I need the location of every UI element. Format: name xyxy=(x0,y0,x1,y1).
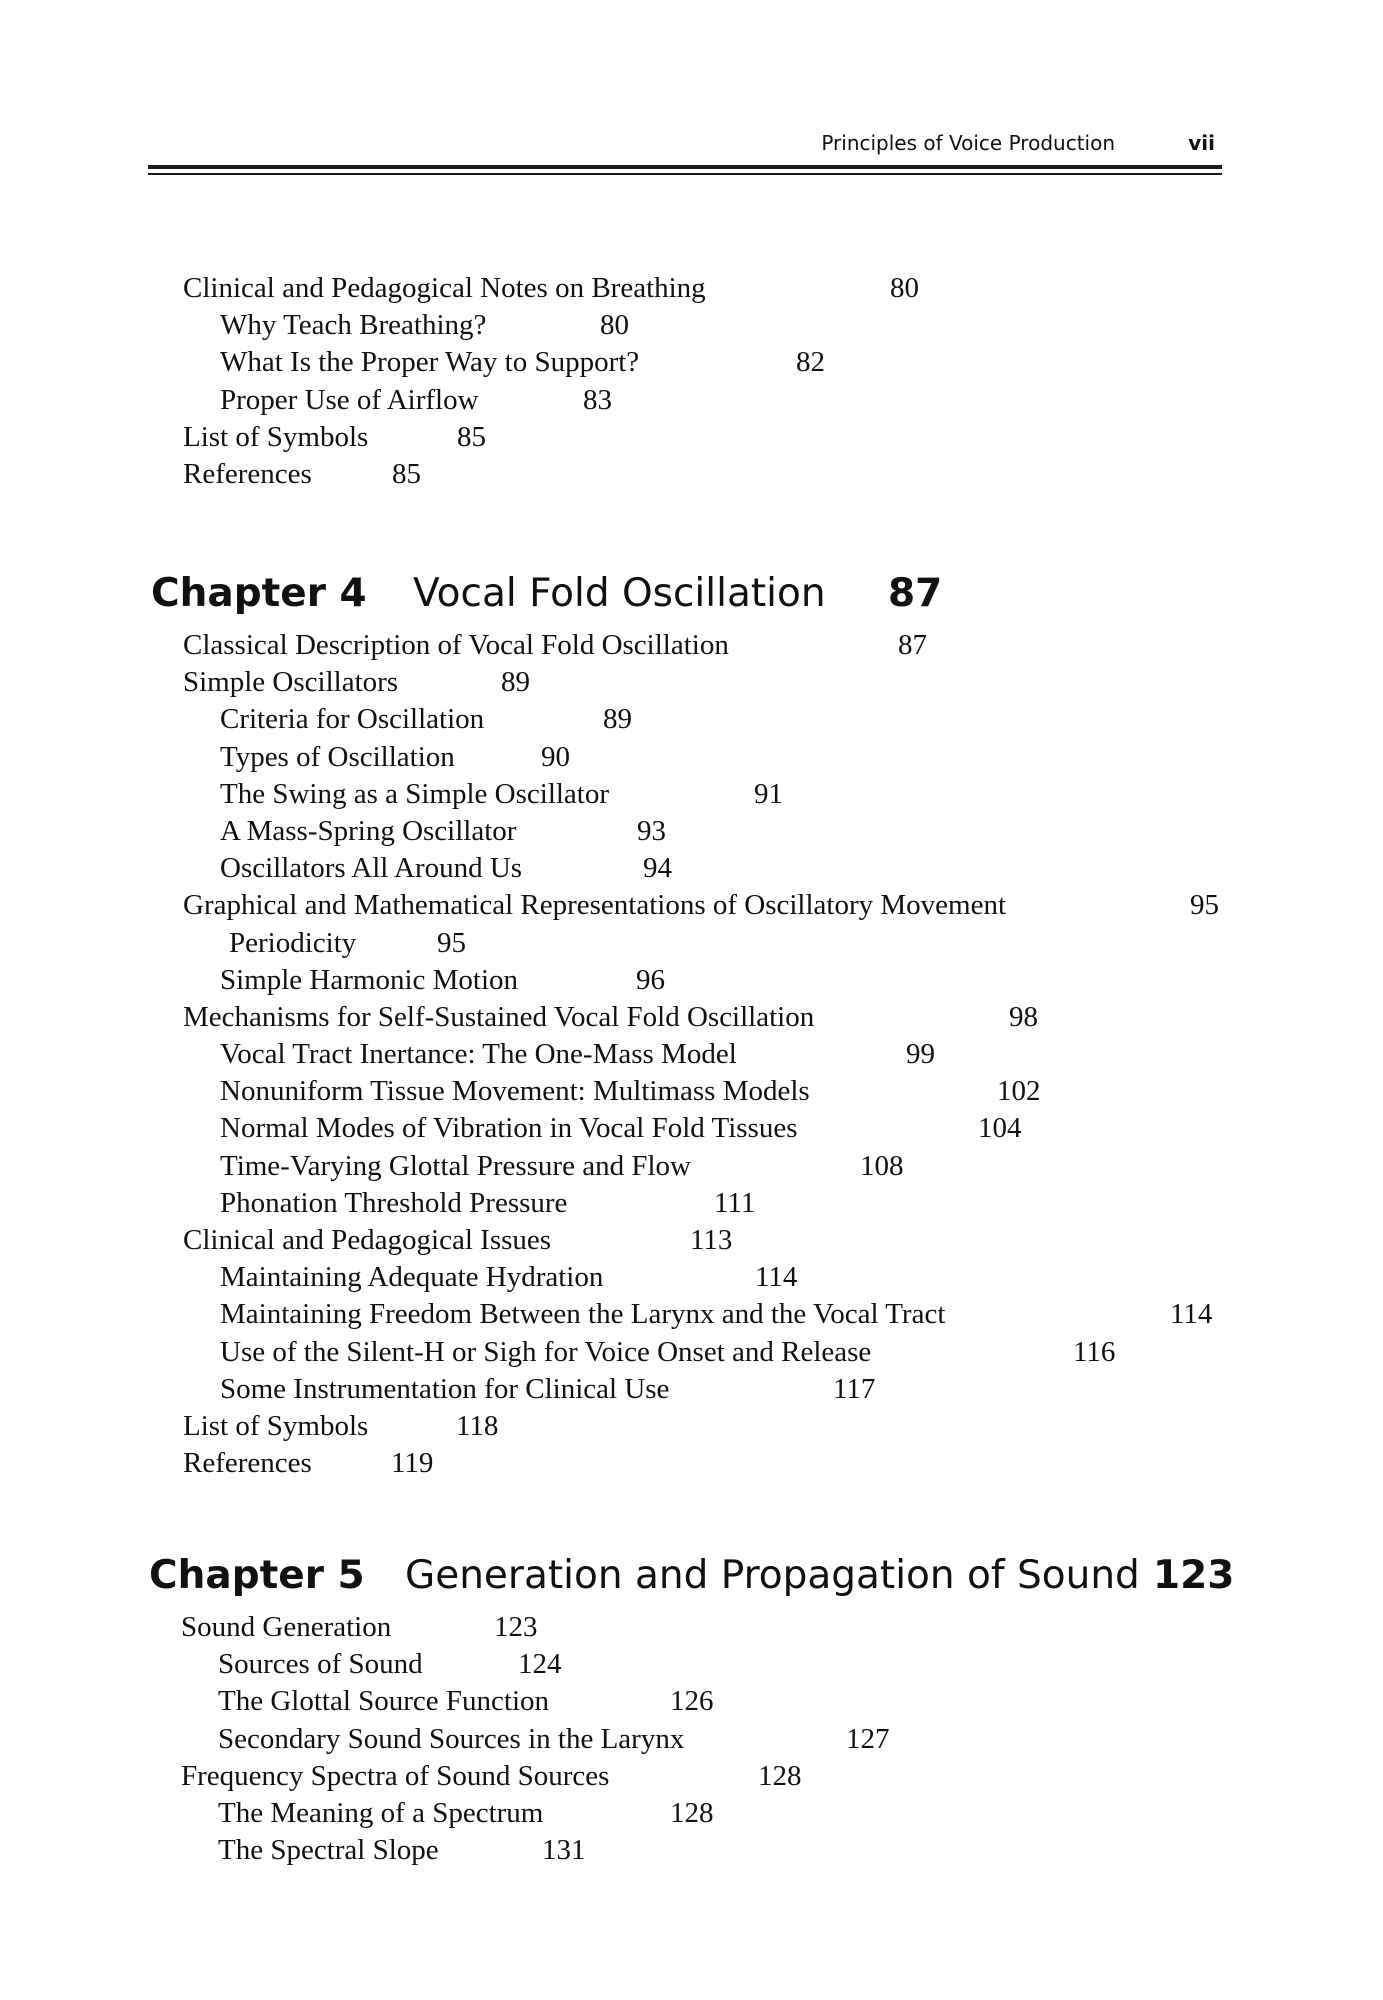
toc-entry xyxy=(0,1073,1383,1110)
toc-entry-page: 119 xyxy=(391,1447,434,1480)
toc-entry-page: 104 xyxy=(978,1112,1022,1145)
toc-entry-page: 91 xyxy=(754,777,783,810)
toc-entry-page: 116 xyxy=(1073,1335,1116,1368)
chapter-page: 87 xyxy=(888,571,943,616)
toc-entry xyxy=(0,1832,1383,1869)
toc-entry xyxy=(0,1371,1383,1408)
toc-entry xyxy=(0,1296,1383,1333)
toc-entry-page: 85 xyxy=(392,457,421,490)
toc-entry-page: 126 xyxy=(670,1685,714,1718)
toc-entry-text: Vocal Tract Inertance: The One-Mass Model xyxy=(220,1038,737,1071)
toc-entry-text: Frequency Spectra of Sound Sources xyxy=(181,1759,610,1792)
toc-entry-page: 89 xyxy=(603,703,632,736)
toc-entry xyxy=(0,776,1383,813)
toc-entry xyxy=(0,419,1383,456)
toc-entry-text: Sources of Sound xyxy=(218,1648,423,1681)
toc-entry-page: 114 xyxy=(755,1261,798,1294)
toc-entry xyxy=(0,739,1383,776)
toc-entry-page: 90 xyxy=(541,740,570,773)
toc-entry-page: 108 xyxy=(860,1149,904,1182)
toc-entry xyxy=(0,1222,1383,1259)
toc-entry-page: 80 xyxy=(600,309,629,342)
header-rule-thin xyxy=(148,173,1222,175)
chapter-label: Chapter 5 xyxy=(149,1553,365,1598)
toc-entry-text: Simple Oscillators xyxy=(183,666,399,699)
toc-entry-text: Types of Oscillation xyxy=(220,740,455,773)
toc-entry-text: Maintaining Adequate Hydration xyxy=(220,1261,604,1294)
toc-entry-page: 117 xyxy=(833,1372,876,1405)
toc-entry-text: Clinical and Pedagogical Notes on Breathing xyxy=(183,272,706,304)
toc-entry-page: 113 xyxy=(690,1224,733,1256)
toc-entry-text: What Is the Proper Way to Support? xyxy=(220,346,640,379)
chapter-page: 123 xyxy=(1153,1553,1235,1598)
toc-entry-page: 131 xyxy=(542,1834,586,1867)
toc-entry-page: 82 xyxy=(796,346,825,379)
toc-entry xyxy=(0,1036,1383,1073)
toc-entry xyxy=(0,1609,1383,1646)
toc-entry-page: 94 xyxy=(643,852,672,885)
toc-entry-text: Graphical and Mathematical Representations of Oscillatory Movement xyxy=(183,889,1007,922)
toc-entry-text: Criteria for Oscillation xyxy=(220,703,485,736)
chapter-heading xyxy=(0,571,1383,627)
toc-entry-text: Maintaining Freedom Between the Larynx and the Vocal Tract xyxy=(220,1298,946,1331)
toc-entry-text: Mechanisms for Self-Sustained Vocal Fold Oscillation xyxy=(183,1000,815,1033)
toc-entry xyxy=(0,962,1383,999)
toc-entry-text: Why Teach Breathing? xyxy=(220,309,487,342)
toc-entry-page: 102 xyxy=(997,1075,1041,1108)
toc-entry-text: Use of the Silent-H or Sigh for Voice Onset and Release xyxy=(220,1335,872,1368)
toc-entry-page: 80 xyxy=(890,272,919,304)
toc-entry xyxy=(0,1683,1383,1720)
toc-entry xyxy=(0,1110,1383,1147)
toc-entry xyxy=(0,701,1383,738)
toc-entry-text: Sound Generation xyxy=(181,1611,392,1643)
toc-entry xyxy=(0,664,1383,701)
toc-entry-page: 118 xyxy=(456,1409,499,1442)
toc-entry-text: Classical Description of Vocal Fold Oscillation xyxy=(183,629,729,661)
toc-entry-text: A Mass-Spring Oscillator xyxy=(220,814,517,847)
toc-entry xyxy=(0,925,1383,962)
toc-entry xyxy=(0,1646,1383,1683)
toc-entry xyxy=(0,1185,1383,1222)
toc-entry xyxy=(0,1259,1383,1296)
toc-entry xyxy=(0,813,1383,850)
toc-entry xyxy=(0,456,1383,493)
toc-entry xyxy=(0,627,1383,664)
toc-entry-page: 123 xyxy=(494,1611,538,1643)
toc-entry-text: Clinical and Pedagogical Issues xyxy=(183,1224,552,1256)
toc-entry-text: Some Instrumentation for Clinical Use xyxy=(220,1372,670,1405)
toc-entry-text: Proper Use of Airflow xyxy=(220,383,479,416)
toc-entry xyxy=(0,1758,1383,1795)
toc-entry xyxy=(0,1445,1383,1482)
chapter-5-section xyxy=(0,1553,1383,1869)
toc-entry-text: References xyxy=(183,457,312,490)
toc-entry-text: Phonation Threshold Pressure xyxy=(220,1186,568,1219)
toc-entry-page: 83 xyxy=(583,383,612,416)
toc-entry-text: References xyxy=(183,1447,312,1480)
toc-entry-text: The Spectral Slope xyxy=(218,1834,439,1867)
toc-entry-page: 114 xyxy=(1170,1298,1213,1331)
toc-entry xyxy=(0,307,1383,344)
toc-entry xyxy=(0,1148,1383,1185)
toc-entry xyxy=(0,850,1383,887)
continued-toc-section xyxy=(0,270,1383,493)
toc-entry-page: 95 xyxy=(1190,889,1219,922)
toc-entry xyxy=(0,1334,1383,1371)
toc-entry-page: 127 xyxy=(846,1722,890,1755)
toc-entry-text: Periodicity xyxy=(229,926,357,959)
toc-entry-page: 87 xyxy=(898,629,927,661)
toc-entry xyxy=(0,382,1383,419)
toc-entry-text: Nonuniform Tissue Movement: Multimass Models xyxy=(220,1075,810,1108)
toc-entry-text: Normal Modes of Vibration in Vocal Fold Tissues xyxy=(220,1112,798,1145)
running-head xyxy=(0,131,1383,161)
running-head-title: Principles of Voice Production xyxy=(821,131,1115,155)
toc-entry xyxy=(0,887,1383,924)
toc-entry-page: 96 xyxy=(636,963,665,996)
toc-entry-page: 111 xyxy=(714,1186,756,1219)
toc-entry-page: 89 xyxy=(501,666,530,699)
header-rule-thick xyxy=(148,165,1222,169)
toc-entry-page: 128 xyxy=(670,1796,714,1829)
toc-entry-page: 93 xyxy=(637,814,666,847)
chapter-heading xyxy=(0,1553,1383,1609)
toc-entry-page: 99 xyxy=(906,1038,935,1071)
toc-entry-text: Oscillators All Around Us xyxy=(220,852,523,885)
toc-entry-page: 124 xyxy=(518,1648,562,1681)
toc-entry-page: 128 xyxy=(758,1759,802,1792)
toc-entry-text: The Glottal Source Function xyxy=(218,1685,550,1718)
chapter-4-section xyxy=(0,571,1383,1482)
toc-entry-page: 95 xyxy=(437,926,466,959)
toc-entry xyxy=(0,1721,1383,1758)
toc-entry-text: Simple Harmonic Motion xyxy=(220,963,519,996)
running-head-page-number: vii xyxy=(1188,131,1215,155)
toc-entry-text: The Swing as a Simple Oscillator xyxy=(220,777,610,810)
toc-entry xyxy=(0,999,1383,1036)
toc-entry-text: Secondary Sound Sources in the Larynx xyxy=(218,1722,685,1755)
chapter-label: Chapter 4 xyxy=(151,571,367,616)
toc-entry xyxy=(0,1795,1383,1832)
toc-entry-text: Time-Varying Glottal Pressure and Flow xyxy=(220,1149,691,1182)
toc-entry-text: List of Symbols xyxy=(183,1409,369,1442)
toc-entry-text: List of Symbols xyxy=(183,420,369,453)
toc-entry-page: 98 xyxy=(1009,1000,1038,1033)
toc-entry xyxy=(0,344,1383,381)
toc-entry xyxy=(0,1408,1383,1445)
toc-entry xyxy=(0,270,1383,307)
chapter-title: Vocal Fold Oscillation xyxy=(413,571,826,616)
toc-entry-page: 85 xyxy=(457,420,486,453)
chapter-title: Generation and Propagation of Sound xyxy=(405,1553,1140,1598)
toc-entry-text: The Meaning of a Spectrum xyxy=(218,1796,544,1829)
